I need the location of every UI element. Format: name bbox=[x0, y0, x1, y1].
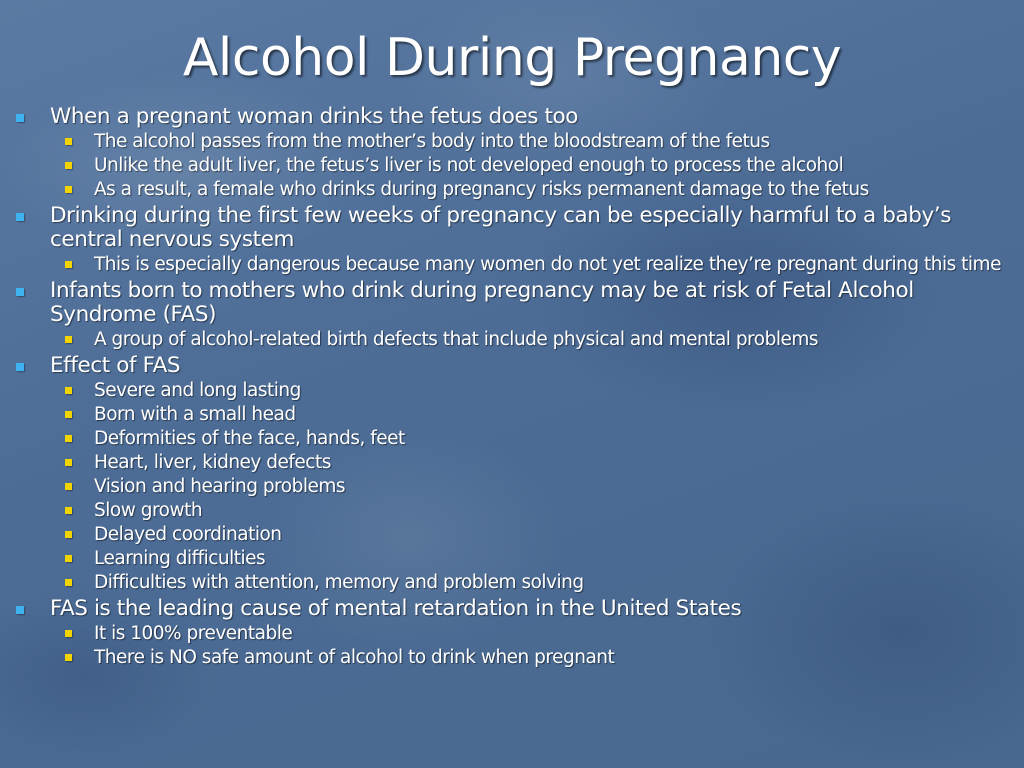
sub-bullet-text: The alcohol passes from the mother’s body into the bloodstream of the fetus bbox=[94, 131, 770, 152]
square-bullet-icon bbox=[65, 138, 72, 145]
square-bullet-icon bbox=[65, 531, 72, 538]
sub-bullet-text: Vision and hearing problems bbox=[94, 476, 346, 497]
bullet-item bbox=[10, 105, 1014, 129]
square-bullet-icon bbox=[65, 507, 72, 514]
square-bullet-icon bbox=[65, 459, 72, 466]
sub-bullet-item bbox=[10, 429, 1014, 449]
square-bullet-icon bbox=[65, 654, 72, 661]
square-bullet-icon bbox=[65, 435, 72, 442]
sub-bullet-text: Unlike the adult liver, the fetus’s liver is not developed enough to process the alcohol bbox=[94, 155, 844, 176]
sub-bullet-item bbox=[10, 624, 1014, 644]
sub-bullet-text: Difficulties with attention, memory and problem solving bbox=[94, 572, 584, 593]
sub-bullet-item bbox=[10, 381, 1014, 401]
square-bullet-icon bbox=[65, 186, 72, 193]
sub-bullet-text: It is 100% preventable bbox=[94, 623, 293, 644]
square-bullet-icon bbox=[65, 336, 72, 343]
square-bullet-icon bbox=[16, 213, 24, 221]
bullet-item bbox=[10, 279, 1014, 327]
square-bullet-icon bbox=[65, 579, 72, 586]
sub-bullet-item bbox=[10, 573, 1014, 593]
sub-bullet-text: This is especially dangerous because many women do not yet realize they’re pregnant during this time bbox=[94, 254, 1001, 275]
bullet-text: FAS is the leading cause of mental retardation in the United States bbox=[50, 596, 742, 621]
sub-bullet-text: Deformities of the face, hands, feet bbox=[94, 428, 405, 449]
sub-bullet-item bbox=[10, 132, 1014, 152]
sub-bullet-item bbox=[10, 549, 1014, 569]
sub-bullet-text: As a result, a female who drinks during pregnancy risks permanent damage to the fetus bbox=[94, 179, 869, 200]
bullet-text: Effect of FAS bbox=[50, 353, 181, 378]
square-bullet-icon bbox=[16, 363, 24, 371]
sub-bullet-item bbox=[10, 156, 1014, 176]
sub-bullet-item bbox=[10, 405, 1014, 425]
sub-bullet-item bbox=[10, 477, 1014, 497]
sub-bullet-item bbox=[10, 330, 1014, 350]
sub-bullet-text: Slow growth bbox=[94, 500, 203, 521]
square-bullet-icon bbox=[65, 261, 72, 268]
sub-bullet-item bbox=[10, 648, 1014, 668]
slide-body bbox=[10, 103, 1014, 672]
square-bullet-icon bbox=[65, 162, 72, 169]
sub-bullet-item bbox=[10, 180, 1014, 200]
sub-bullet-item bbox=[10, 453, 1014, 473]
sub-bullet-text: Severe and long lasting bbox=[94, 380, 301, 401]
square-bullet-icon bbox=[16, 606, 24, 614]
square-bullet-icon bbox=[16, 114, 24, 122]
square-bullet-icon bbox=[65, 411, 72, 418]
sub-bullet-item bbox=[10, 255, 1014, 275]
bullet-item bbox=[10, 204, 1014, 252]
slide-title: Alcohol During Pregnancy bbox=[182, 28, 842, 88]
square-bullet-icon bbox=[65, 387, 72, 394]
square-bullet-icon bbox=[65, 483, 72, 490]
sub-bullet-item bbox=[10, 525, 1014, 545]
sub-bullet-item bbox=[10, 501, 1014, 521]
square-bullet-icon bbox=[16, 288, 24, 296]
sub-bullet-text: A group of alcohol-related birth defects that include physical and mental problems bbox=[94, 329, 819, 350]
bullet-item bbox=[10, 597, 1014, 621]
sub-bullet-text: Learning difficulties bbox=[94, 548, 266, 569]
sub-bullet-text: There is NO safe amount of alcohol to drink when pregnant bbox=[94, 647, 615, 668]
sub-bullet-text: Delayed coordination bbox=[94, 524, 282, 545]
bullet-text: Drinking during the first few weeks of pregnancy can be especially harmful to a baby’s central nervous system bbox=[50, 203, 952, 252]
sub-bullet-text: Born with a small head bbox=[94, 404, 296, 425]
sub-bullet-text: Heart, liver, kidney defects bbox=[94, 452, 331, 473]
bullet-text: Infants born to mothers who drink during pregnancy may be at risk of Fetal Alcohol Syndrome (FAS) bbox=[50, 278, 914, 327]
square-bullet-icon bbox=[65, 630, 72, 637]
bullet-text: When a pregnant woman drinks the fetus does too bbox=[50, 104, 579, 129]
bullet-item bbox=[10, 354, 1014, 378]
square-bullet-icon bbox=[65, 555, 72, 562]
